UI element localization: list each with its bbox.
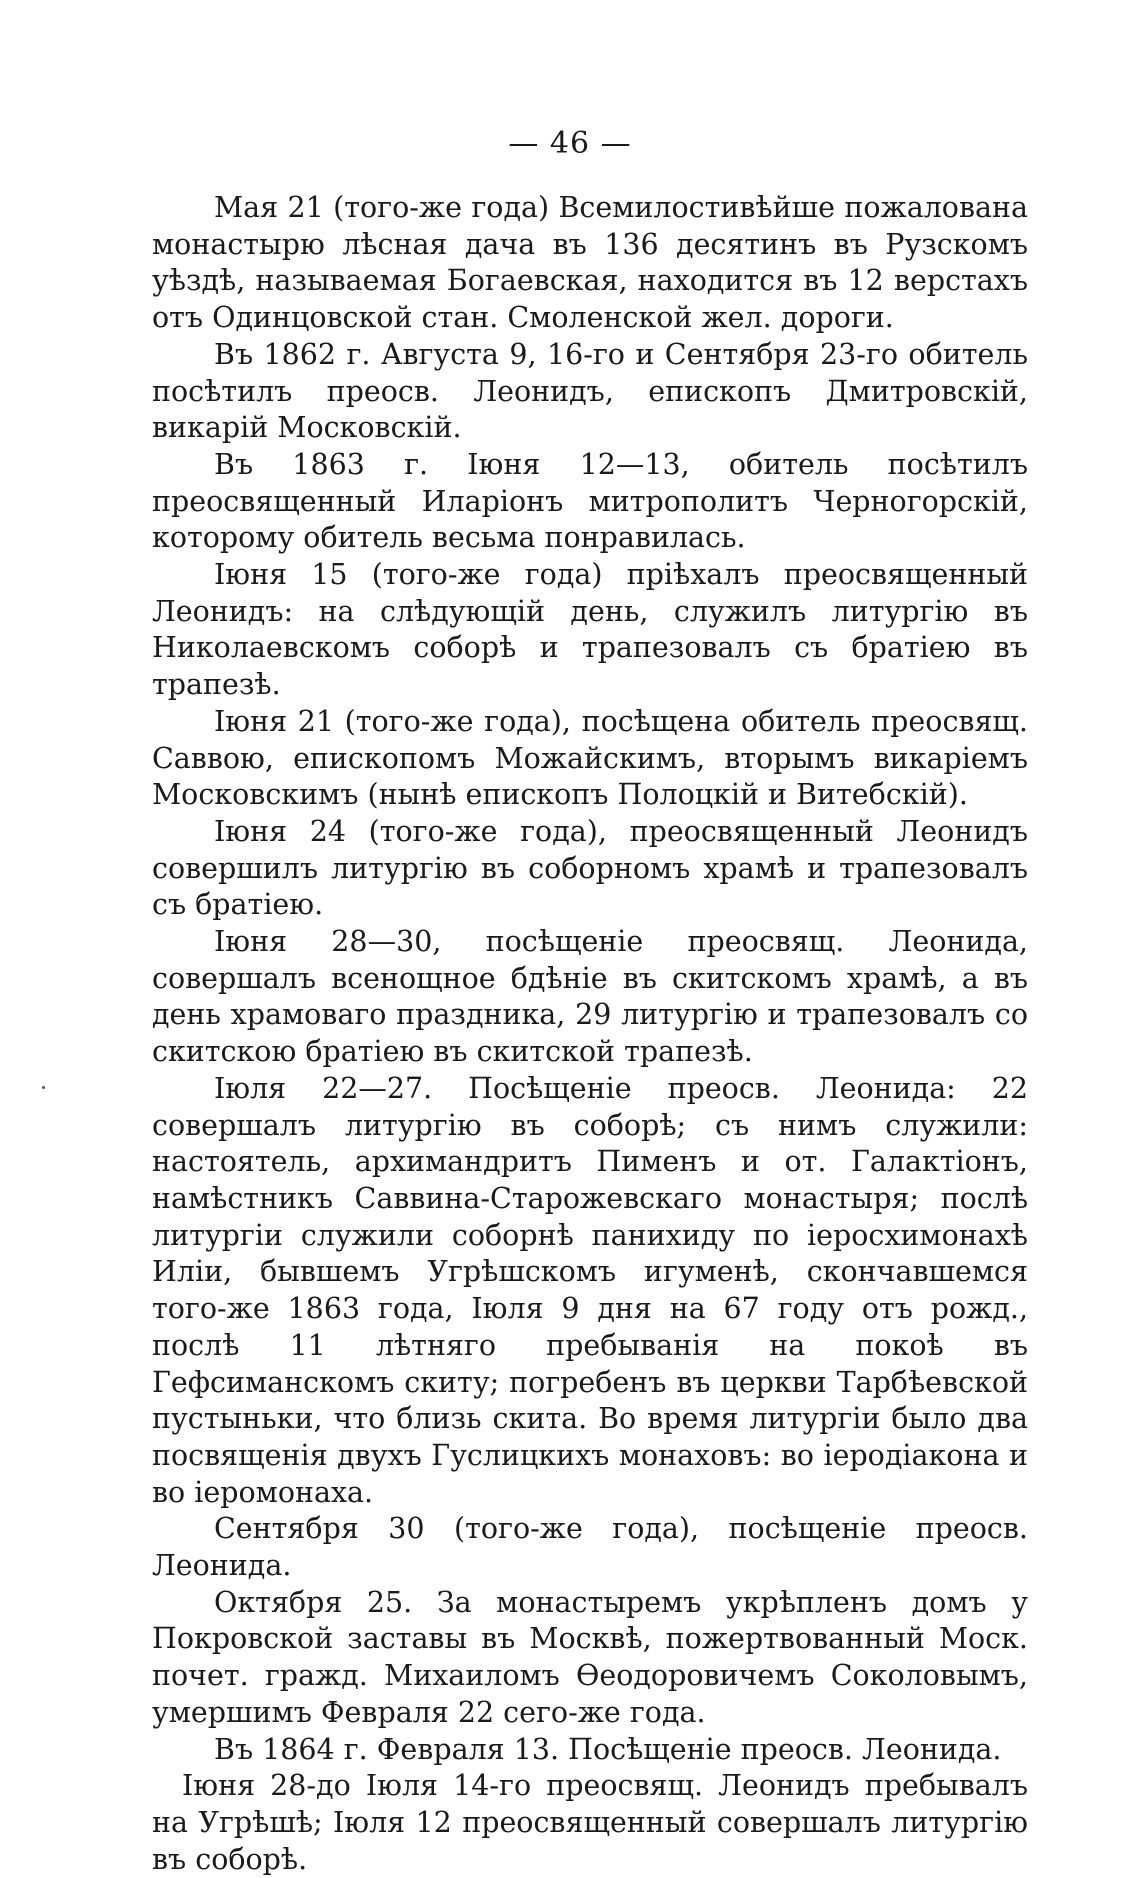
paragraph-5: Іюня 21 (того-же года), посѣщена обитель преосвящ. Саввою, епископомъ Можайскимъ, вторымъ викаріемъ Московскимъ (нынѣ епископъ Полоцкій и Витебскій). [152, 704, 1028, 812]
paragraph-6: Іюня 24 (того-же года), преосвященный Леонидъ совершилъ литургію въ соборномъ храмѣ и трапезовалъ съ братіею. [152, 814, 1028, 922]
body-text [152, 190, 1028, 1878]
paragraph-3: Въ 1863 г. Іюня 12—13, обитель посѣтилъ преосвященный Иларіонъ митрополитъ Черногорскій, которому обитель весьма понравилась. [152, 447, 1028, 555]
paragraph-10: Октября 25. За монастыремъ укрѣпленъ домъ у Покровской заставы въ Москвѣ, пожертвованный Моск. почет. гражд. Михаиломъ Өеодоровичемъ Соколовымъ, умершимъ Февраля 22 сего-же года. [152, 1585, 1028, 1729]
paragraph-2: Въ 1862 г. Августа 9, 16-го и Сентября 23-го обитель посѣтилъ преосв. Леонидъ, епископъ Дмитровскій, викарій Московскій. [152, 337, 1028, 445]
scan-speck [42, 1086, 45, 1089]
paragraph-9: Сентября 30 (того-же года), посѣщеніе преосв. Леонида. [152, 1512, 1028, 1583]
paragraph-12: Іюня 28-до Іюля 14-го преосвящ. Леонидъ пребывалъ на Угрѣшѣ; Іюля 12 преосвященный совершалъ литургію въ соборѣ. [152, 1769, 1028, 1876]
paragraph-7: Іюня 28—30, посѣщеніе преосвящ. Леонида, совершалъ всенощное бдѣніе въ скитскомъ храмѣ, а въ день храмоваго праздника, 29 литургію и трапезовалъ со скитскою братіею въ скитской трапезѣ. [152, 925, 1028, 1069]
paragraph-1: Мая 21 (того-же года) Всемилостивѣйше пожалована монастырю лѣсная дача въ 136 десятинъ въ Рузскомъ уѣздѣ, называемая Богаевская, находится въ 12 верстахъ отъ Одинцовской стан. Смоленской жел. дороги. [152, 191, 1028, 335]
page-number: — 46 — [508, 126, 632, 161]
paragraph-11: Въ 1864 г. Февраля 13. Посѣщеніе преосв. Леонида. [214, 1732, 1002, 1766]
paragraph-4: Іюня 15 (того-же года) пріѣхалъ преосвященный Леонидъ: на слѣдующій день, служилъ литургію въ Николаевскомъ соборѣ и трапезовалъ съ братіею въ трапезѣ. [152, 558, 1028, 702]
paragraph-8: Іюля 22—27. Посѣщеніе преосв. Леонида: 22 совершалъ литургію въ соборѣ; съ нимъ служили: настоятель, архимандритъ Пименъ и от. Галактіонъ, намѣстникъ Саввина-Старожевскаго монастыря; послѣ литургіи служили соборнѣ панихиду по іеросхимонахѣ Иліи, бывшемъ Угрѣшскомъ игуменѣ, скончавшемся того-же 1863 года, Іюля 9 дня на 67 году отъ рожд., послѣ 11 лѣтняго пребыванія на покоѣ въ Гефсиманскомъ скиту; погребенъ въ церкви Тарбѣевской пустыньки, что близь скита. Во время литургіи было два посвященія двухъ Гуслицкихъ монаховъ: во іеродіакона и во іеромонаха. [152, 1071, 1028, 1509]
